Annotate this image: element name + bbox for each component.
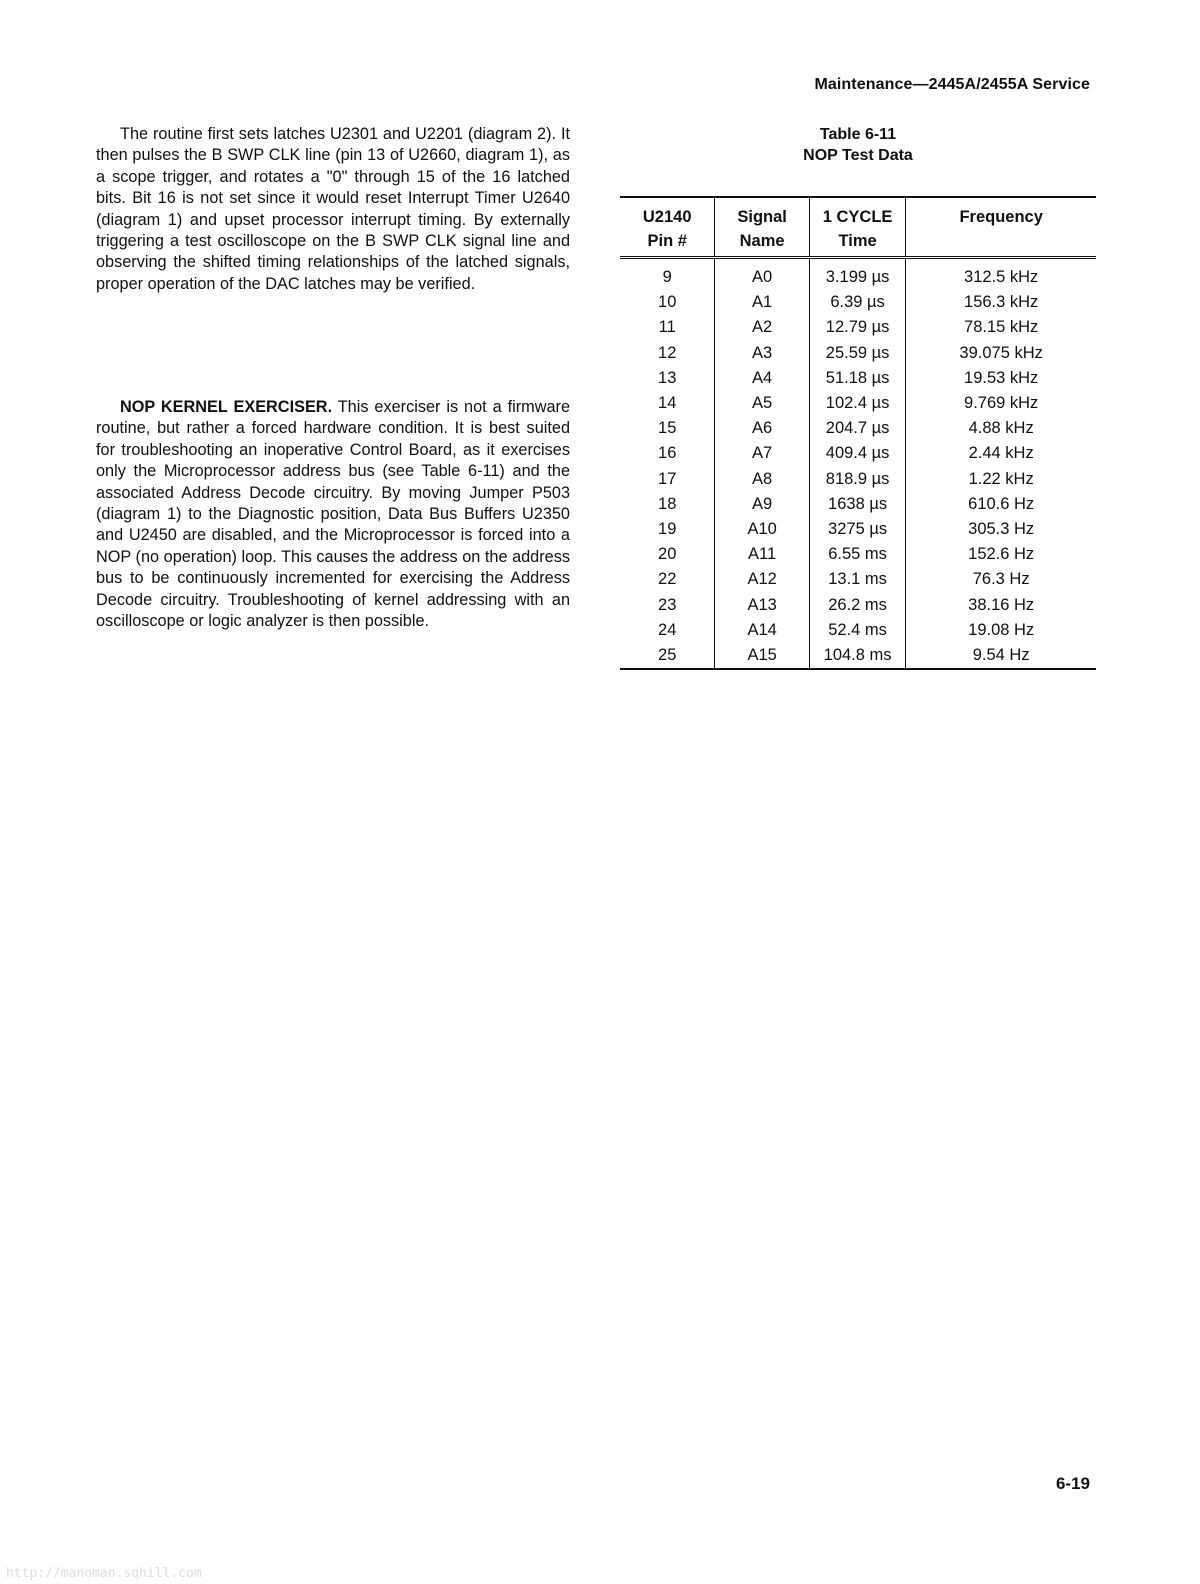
header-time-line2: Time xyxy=(838,232,877,250)
table-row xyxy=(620,542,1096,567)
cell-frequency: 610.6 Hz xyxy=(906,492,1096,517)
page-number: 6-19 xyxy=(1055,1474,1090,1493)
cell-pin: 11 xyxy=(658,318,676,337)
cell-signal: A11 xyxy=(715,542,809,567)
table-row xyxy=(620,366,1096,391)
cell-time: 6.39 µs xyxy=(809,290,905,315)
table-row xyxy=(620,467,1096,492)
cell-time: 51.18 µs xyxy=(809,366,905,391)
running-header: Maintenance—2445A/2455A Service xyxy=(814,76,1090,93)
cell-time: 6.55 ms xyxy=(809,542,905,567)
cell-signal: A6 xyxy=(715,416,809,441)
paragraph-text: The routine first sets latches U2301 and U2201 (diagram 2). It then pulses the B SWP CLK line (pin 13 of U2660, diagram 1), as a scope trigger, and rotates a "0" through 15 of the 16 latched bits. Bit 16 is not set since it would reset Interrupt Timer U2640 (diagram 1) and upset processor interrupt timing. By externally triggering a test oscilloscope on the B SWP CLK signal line and observing the shifted timing relationships of the latched signals, proper operation of the DAC latches may be verified. xyxy=(96,125,570,293)
header-pin-line1: U2140 xyxy=(642,208,692,226)
table-number: Table 6-11 xyxy=(819,126,897,143)
header-signal xyxy=(715,197,809,258)
cell-frequency: 78.15 kHz xyxy=(906,315,1096,340)
cell-time: 52.4 ms xyxy=(809,618,905,643)
table-title: NOP Test Data xyxy=(803,147,913,164)
header-pin-line2: Pin # xyxy=(647,232,687,250)
cell-frequency: 312.5 kHz xyxy=(906,258,1096,291)
cell-pin: 25 xyxy=(620,643,715,669)
cell-frequency: 2.44 kHz xyxy=(906,441,1096,466)
cell-time: 3275 µs xyxy=(809,517,905,542)
cell-pin: 16 xyxy=(658,444,677,463)
header-frequency-label: Frequency xyxy=(959,208,1043,226)
cell-pin: 15 xyxy=(658,419,677,438)
cell-signal: A8 xyxy=(715,467,809,492)
cell-signal: A5 xyxy=(715,391,809,416)
cell-signal: A13 xyxy=(715,593,809,618)
paragraph-text xyxy=(96,397,570,632)
header-time xyxy=(809,197,905,258)
cell-time: 1638 µs xyxy=(809,492,905,517)
cell-frequency: 76.3 Hz xyxy=(906,567,1096,592)
run-in-heading: NOP KERNEL EXERCISER. xyxy=(120,398,333,416)
cell-signal: A15 xyxy=(715,643,809,669)
paragraph-latch-routine xyxy=(96,124,570,295)
cell-pin: 13 xyxy=(658,368,677,387)
cell-time: 13.1 ms xyxy=(809,567,905,592)
nop-test-data-table xyxy=(620,196,1096,670)
watermark-url: http://manoman.sqhill.com xyxy=(6,1566,202,1581)
cell-frequency: 9.54 Hz xyxy=(906,643,1096,669)
table-header-row xyxy=(620,197,1096,258)
cell-pin: 14 xyxy=(658,394,677,413)
cell-pin: 10 xyxy=(658,293,677,312)
header-signal-line1: Signal xyxy=(737,208,787,226)
cell-frequency: 19.53 kHz xyxy=(906,366,1096,391)
cell-pin: 22 xyxy=(658,570,677,589)
cell-signal: A3 xyxy=(715,341,809,366)
cell-pin: 19 xyxy=(658,520,677,539)
cell-frequency: 152.6 Hz xyxy=(906,542,1096,567)
cell-time: 26.2 ms xyxy=(809,593,905,618)
header-pin xyxy=(620,197,715,258)
cell-time: 25.59 µs xyxy=(809,341,905,366)
cell-pin: 17 xyxy=(658,469,677,488)
cell-signal: A12 xyxy=(715,567,809,592)
header-frequency xyxy=(906,197,1096,258)
cell-pin: 18 xyxy=(658,494,677,513)
table-row xyxy=(620,290,1096,315)
header-time-line1: 1 CYCLE xyxy=(822,208,893,226)
table-row xyxy=(620,341,1096,366)
cell-signal: A7 xyxy=(715,441,809,466)
cell-signal: A0 xyxy=(715,258,809,291)
table-row xyxy=(620,441,1096,466)
cell-frequency: 1.22 kHz xyxy=(906,467,1096,492)
table-row xyxy=(620,517,1096,542)
cell-pin: 23 xyxy=(658,595,677,614)
table-row xyxy=(620,567,1096,592)
cell-frequency: 38.16 Hz xyxy=(906,593,1096,618)
cell-pin: 24 xyxy=(658,620,677,639)
paragraph-body: This exerciser is not a firmware routine, but rather a forced hardware condition. It is best suited for troubleshooting an inoperative Control Board, as it exercises only the Microprocessor address bus (see Table 6-11) and the associated Address Decode circuitry. By moving Jumper P503 (diagram 1) to the Diagnostic position, Data Bus Buffers U2350 and U2450 are disabled, and the Microprocessor is forced into a NOP (no operation) loop. This causes the address on the address bus to be continuously incremented for exercising the Address Decode circuitry. Troubleshooting of kernel addressing with an oscilloscope or logic analyzer is then possible. xyxy=(96,398,570,631)
table-row xyxy=(620,618,1096,643)
cell-time: 12.79 µs xyxy=(809,315,905,340)
paragraph-nop-kernel-exerciser xyxy=(96,397,570,632)
cell-time: 204.7 µs xyxy=(809,416,905,441)
cell-frequency: 39.075 kHz xyxy=(906,341,1096,366)
cell-pin: 20 xyxy=(658,545,677,564)
table-row xyxy=(620,416,1096,441)
cell-signal: A2 xyxy=(715,315,809,340)
cell-frequency: 19.08 Hz xyxy=(906,618,1096,643)
cell-time: 409.4 µs xyxy=(809,441,905,466)
cell-signal: A14 xyxy=(715,618,809,643)
cell-pin: 9 xyxy=(662,268,672,286)
table-row xyxy=(620,492,1096,517)
cell-pin: 12 xyxy=(658,343,677,362)
table-row xyxy=(620,643,1096,669)
cell-signal: A10 xyxy=(715,517,809,542)
cell-time: 102.4 µs xyxy=(809,391,905,416)
cell-frequency: 156.3 kHz xyxy=(906,290,1096,315)
cell-time: 104.8 ms xyxy=(809,643,905,669)
table-row xyxy=(620,593,1096,618)
cell-frequency: 305.3 Hz xyxy=(906,517,1096,542)
table-row xyxy=(620,258,1096,291)
header-signal-line2: Name xyxy=(739,232,785,250)
cell-signal: A9 xyxy=(715,492,809,517)
table-row xyxy=(620,315,1096,340)
cell-frequency: 9.769 kHz xyxy=(906,391,1096,416)
cell-frequency: 4.88 kHz xyxy=(906,416,1096,441)
cell-time: 3.199 µs xyxy=(809,258,905,291)
cell-signal: A1 xyxy=(715,290,809,315)
table-row xyxy=(620,391,1096,416)
cell-time: 818.9 µs xyxy=(809,467,905,492)
table-caption xyxy=(620,124,1096,166)
cell-signal: A4 xyxy=(715,366,809,391)
